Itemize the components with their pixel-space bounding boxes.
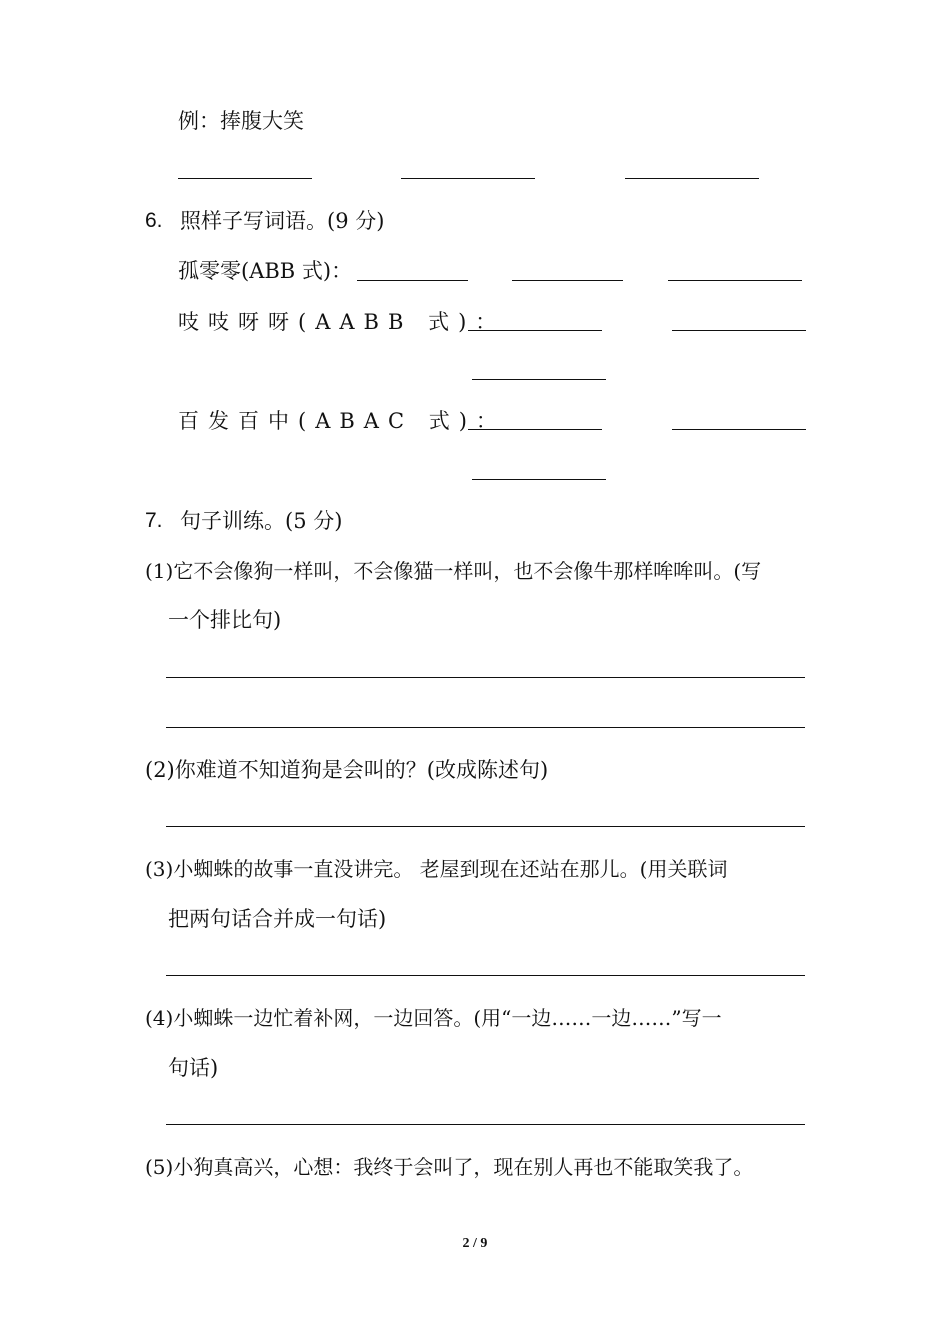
answer-line[interactable] — [468, 429, 602, 430]
example-text: 例：捧腹大笑 — [178, 109, 304, 133]
answer-line[interactable] — [357, 280, 468, 281]
answer-line[interactable] — [668, 280, 802, 281]
sentence-3-prompt: (3)小蜘蛛的故事一直没讲完。 老屋到现在还站在那儿。(用关联词 — [145, 857, 728, 881]
sentence-5-prompt: (5)小狗真高兴，心想：我终于会叫了，现在别人再也不能取笑我了。 — [145, 1155, 754, 1179]
answer-line[interactable] — [672, 330, 806, 331]
answer-line[interactable] — [166, 727, 805, 728]
answer-line[interactable] — [401, 178, 535, 179]
answer-line[interactable] — [512, 280, 623, 281]
question-7-number: 7. — [145, 509, 163, 532]
answer-line[interactable] — [672, 429, 806, 430]
answer-line[interactable] — [625, 178, 759, 179]
answer-line[interactable] — [166, 1124, 805, 1125]
answer-line[interactable] — [166, 677, 805, 678]
question-6-title: 照样子写词语。(9 分) — [180, 209, 385, 233]
answer-line[interactable] — [472, 379, 606, 380]
page-number: 2 / 9 — [462, 1236, 488, 1251]
sentence-1-prompt-cont: 一个排比句) — [168, 608, 282, 632]
question-6-number: 6. — [145, 209, 163, 232]
answer-line[interactable] — [166, 975, 805, 976]
answer-line[interactable] — [178, 178, 312, 179]
answer-line[interactable] — [472, 479, 606, 480]
sentence-4-prompt-cont: 句话) — [168, 1056, 219, 1080]
sentence-1-prompt: (1)它不会像狗一样叫，不会像猫一样叫，也不会像牛那样哞哞叫。(写 — [145, 559, 762, 583]
answer-line[interactable] — [468, 330, 602, 331]
q6-abac-label: 百发百中(ABAC 式)： — [178, 409, 506, 433]
sentence-3-prompt-cont: 把两句话合并成一句话) — [168, 907, 387, 931]
q6-aabb-label: 吱吱呀呀(AABB 式)： — [178, 310, 506, 334]
question-7-title: 句子训练。(5 分) — [180, 509, 343, 533]
answer-line[interactable] — [166, 826, 805, 827]
sentence-2-prompt: (2)你难道不知道狗是会叫的？(改成陈述句) — [145, 758, 549, 782]
q6-abb-label: 孤零零(ABB 式)： — [178, 259, 353, 283]
sentence-4-prompt: (4)小蜘蛛一边忙着补网，一边回答。(用“一边……一边……”写一 — [145, 1006, 722, 1030]
